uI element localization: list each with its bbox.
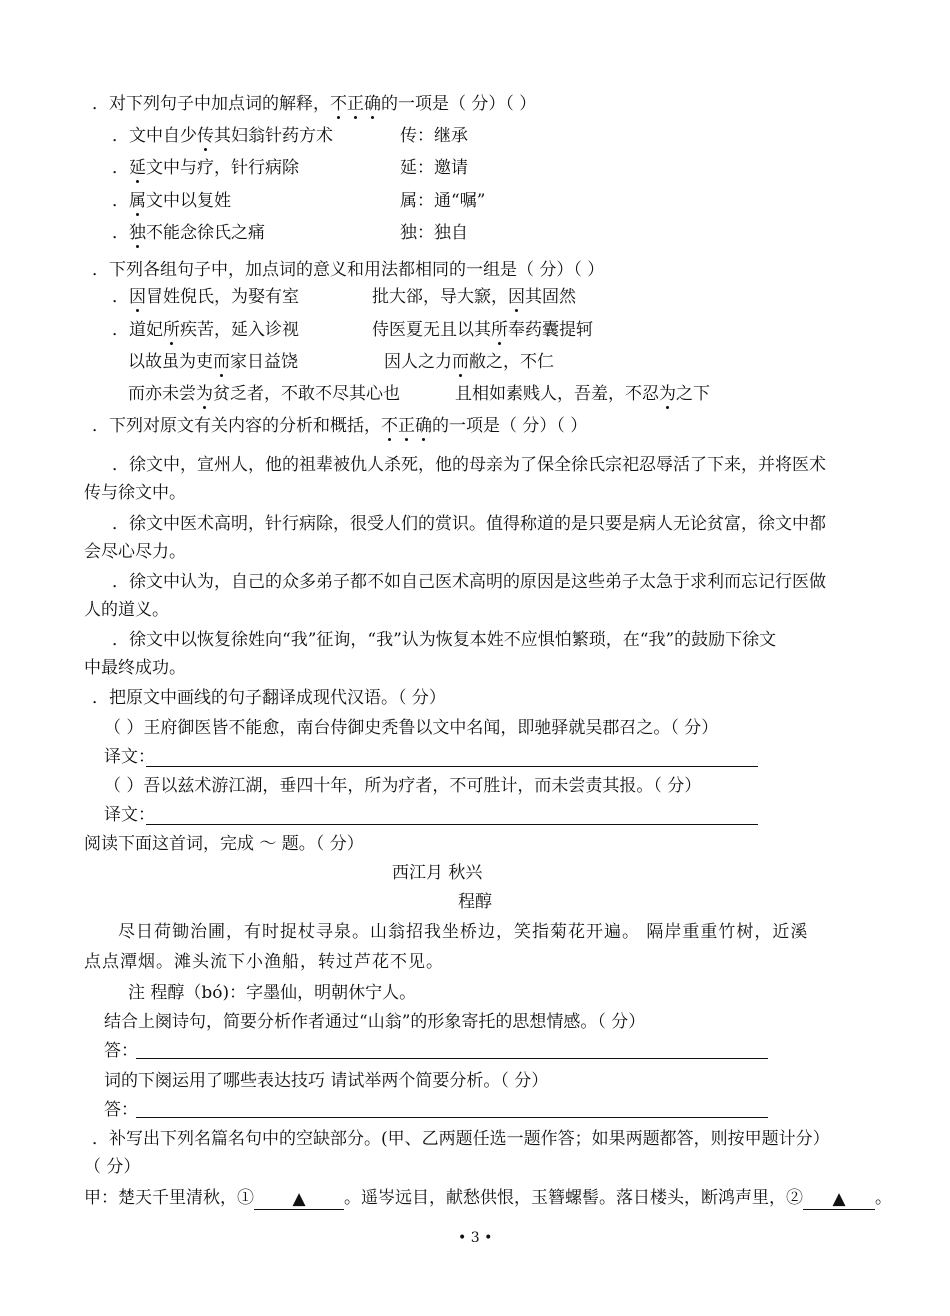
poem-answer-label-b: 答： bbox=[104, 1100, 138, 1120]
poem-intro: 阅读下面这首词，完成 ～ 题。（ 分） bbox=[84, 834, 364, 854]
q2-row-b-right: 侍医夏无且以其所奉药囊提轲 bbox=[372, 320, 593, 340]
q5-jia: 甲：楚天千里清秋，① ▲ 。遥岑远目，献愁供恨，玉簪螺髻。落日楼头，断鸿声里，② ▲ 。 bbox=[84, 1188, 892, 1209]
q3-stem: ．下列对原文有关内容的分析和概括，不正确的一项是（ 分）（ ） bbox=[92, 416, 588, 436]
poem-answer-line-a[interactable] bbox=[136, 1058, 768, 1059]
poem-answer-label-a: 答： bbox=[104, 1041, 138, 1061]
poem-author: 程醇 bbox=[458, 892, 492, 912]
q1-option-d: ．独不能念徐氏之痛 bbox=[112, 223, 265, 243]
q5-stem: ．补写出下列名篇名句中的空缺部分。(甲、乙两题任选一题作答；如果两题都答，则按甲题计分） bbox=[92, 1129, 830, 1149]
poem-question-a: 结合上阕诗句，简要分析作者通过“山翁”的形象寄托的思想情感。（ 分） bbox=[104, 1012, 646, 1032]
q1-option-c-gloss: 属：通“嘱” bbox=[400, 191, 486, 211]
q2-row-a-left: ．因冒姓倪氏，为娶有室 bbox=[112, 287, 299, 307]
q3-option-d-line2: 中最终成功。 bbox=[84, 658, 186, 678]
q3-option-a-line1: ．徐文中，宣州人，他的祖辈被仇人杀死，他的母亲为了保全徐氏宗祀忍辱活了下来，并将医术 bbox=[112, 455, 826, 475]
poem-question-b: 词的下阕运用了哪些表达技巧 请试举两个简要分析。（ 分） bbox=[104, 1071, 549, 1091]
q1-option-d-gloss: 独：独自 bbox=[400, 223, 468, 243]
q3-option-d-line1: ．徐文中以恢复徐姓向“我”征询，“我”认为恢复本姓不应惧怕繁琐，在“我”的鼓励下徐文 bbox=[112, 630, 777, 650]
q2-row-c-left: 以故虽为吏而家日益饶 bbox=[128, 352, 298, 372]
q4-sentence-2: （ ）吾以兹术游江湖，垂四十年，所为疗者，不可胜计，而未尝责其报。（ 分） bbox=[104, 776, 702, 796]
q3-option-c-line1: ．徐文中认为，自己的众多弟子都不如自己医术高明的原因是这些弟子太急于求利而忘记行医做 bbox=[112, 572, 826, 592]
poem-note: 注 程醇（bó)：字墨仙，明朝休宁人。 bbox=[128, 983, 417, 1003]
poem-answer-line-b[interactable] bbox=[136, 1117, 768, 1118]
q2-row-d-left: 而亦未尝为贫乏者，不敢不尽其心也 bbox=[128, 384, 400, 404]
q2-row-d-right: 且相如素贱人，吾羞，不忍为之下 bbox=[455, 384, 710, 404]
q1-option-b-gloss: 延：邀请 bbox=[400, 158, 468, 178]
q5-score: （ 分） bbox=[84, 1157, 141, 1177]
q4-answer-label-1: 译文： bbox=[104, 747, 155, 767]
q3-option-b-line2: 会尽心尽力。 bbox=[84, 542, 186, 562]
q4-stem: ．把原文中画线的句子翻译成现代汉语。（ 分） bbox=[92, 688, 446, 708]
q5-blank-2[interactable]: ▲ bbox=[803, 1187, 875, 1210]
q1-option-b: ．延文中与疗，针行病除 bbox=[112, 158, 299, 178]
page-number: • 3 • bbox=[458, 1230, 493, 1246]
poem-line-2: 点点潭烟。滩头流下小渔船，转过芦花不见。 bbox=[84, 952, 444, 972]
q1-option-c: ．属文中以复姓 bbox=[112, 191, 231, 211]
q3-option-c-line2: 人的道义。 bbox=[84, 600, 169, 620]
q1-stem: ．对下列句子中加点词的解释，不正确的一项是（ 分）（ ） bbox=[92, 94, 537, 114]
q2-row-c-right: 因人之力而敝之，不仁 bbox=[384, 352, 554, 372]
q3-option-a-line2: 传与徐文中。 bbox=[84, 483, 186, 503]
q1-option-a: ．文中自少传其妇翁针药方术 bbox=[112, 126, 333, 146]
q2-stem: ．下列各组句子中，加点词的意义和用法都相同的一组是（ 分）（ ） bbox=[92, 260, 605, 280]
q1-option-a-gloss: 传：继承 bbox=[400, 126, 468, 146]
q4-sentence-1: （ ）王府御医皆不能愈，南台侍御史秃鲁以文中名闻，即驰驿就吴郡召之。（ 分） bbox=[104, 718, 719, 738]
q4-answer-line-1[interactable] bbox=[146, 766, 758, 767]
q5-blank-1[interactable]: ▲ bbox=[254, 1187, 344, 1210]
q3-option-b-line1: ．徐文中医术高明，针行病除，很受人们的赏识。值得称道的是只要是病人无论贫富，徐文中都 bbox=[112, 514, 826, 534]
poem-line-1: 尽日荷锄治圃，有时捉杖寻泉。山翁招我坐桥边，笑指菊花开遍。 隔岸重重竹树，近溪 bbox=[118, 922, 809, 942]
poem-title: 西江月 秋兴 bbox=[392, 863, 483, 883]
q2-row-b-left: ．道妃所疾苦，延入诊视 bbox=[112, 320, 299, 340]
q4-answer-line-2[interactable] bbox=[146, 824, 758, 825]
q2-row-a-right: 批大郤，导大窾，因其固然 bbox=[372, 287, 576, 307]
q4-answer-label-2: 译文： bbox=[104, 805, 155, 825]
